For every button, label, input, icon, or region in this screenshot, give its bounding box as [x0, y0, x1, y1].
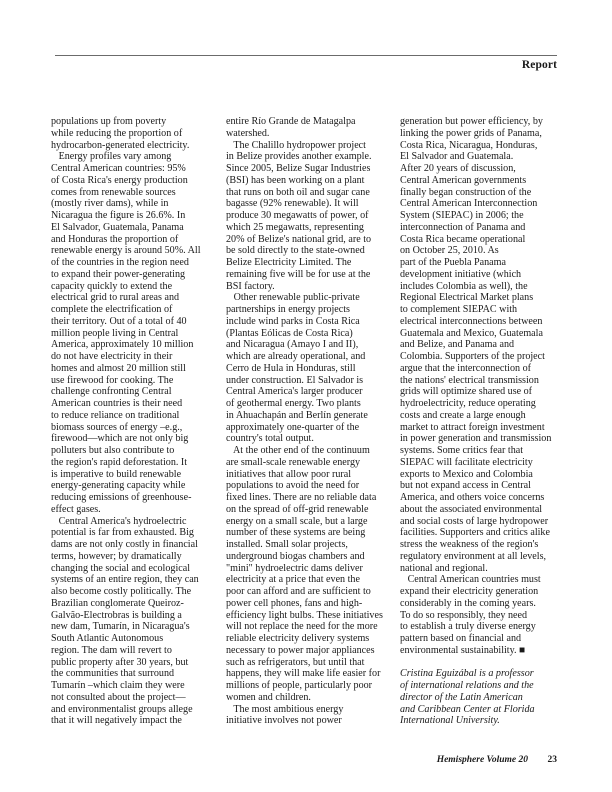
text-line: millions of people, particularly poor [226, 680, 373, 691]
text-line: Colombia. Supporters of the project [400, 351, 545, 362]
text-line: energy on a small scale, but a large [226, 515, 368, 527]
text-line: hydroelectricity, reduce operating [400, 398, 536, 409]
text-line: installed. Small solar projects, [226, 539, 348, 550]
text-line: which are already operational, and [226, 351, 366, 362]
text-line: comes from renewable sources [51, 186, 176, 198]
text-line: 20% of Belize's national grid, are to [226, 233, 372, 245]
text-line: Energy profiles vary among [51, 151, 172, 163]
text-line: bagasse (92% renewable). It will [226, 198, 359, 210]
text-line: on October 25, 2010. As [400, 245, 499, 257]
text-line: Regional Electrical Market plans [400, 292, 534, 304]
text-line: Guatemala and Mexico, Guatemala [400, 327, 543, 339]
text-line: and environmentalist groups allege [51, 703, 193, 715]
text-line: poor can afford and are sufficient to [226, 586, 371, 597]
text-line: in power generation and transmission [400, 433, 552, 445]
footer-publication: Hemisphere Volume 20 [436, 755, 528, 765]
text-line: the nations' electrical transmission [400, 374, 539, 386]
text-line: populations up from poverty [51, 116, 167, 127]
article-column-2 [226, 116, 386, 727]
text-line: exports to Mexico and Colombia [400, 468, 533, 480]
text-line: but not expand access in Central [400, 480, 531, 492]
text-line: will not replace the need for the more [226, 621, 378, 633]
text-line: necessary to power major appliances [226, 644, 375, 656]
text-line: in Belize provides another example. [226, 151, 372, 163]
text-line: generation but power efficiency, by [400, 116, 543, 127]
text-line: while reducing the proportion of [51, 127, 183, 139]
text-line: Costa Rica became operational [400, 233, 526, 245]
article-column-1 [51, 116, 211, 727]
text-line: Central American Interconnection [400, 198, 538, 210]
text-line: happens, they will make life easier for [226, 668, 381, 680]
text-line: homes and almost 20 million still [51, 362, 186, 374]
text-line: firewood—which are not only big [51, 433, 189, 445]
text-line: to reduce reliance on traditional [51, 409, 180, 421]
text-line: energy-generating capacity while [51, 480, 186, 492]
text-line: expand their electricity generation [400, 586, 539, 597]
text-line: region. The dam will revert to [51, 644, 172, 656]
text-line: Central American governments [400, 174, 527, 186]
text-line: country's total output. [226, 433, 314, 445]
author-note-line: Cristina Eguizábal is a professor [400, 668, 534, 680]
text-line: and social costs of large hydropower [400, 515, 549, 527]
text-line: million people living in Central [51, 327, 179, 339]
text-line: initiative involves not power [226, 715, 342, 727]
text-line: the region's rapid deforestation. It [51, 456, 188, 468]
text-line: about the associated environmental [400, 503, 543, 515]
text-line: electricity at a price that even the [226, 574, 360, 586]
text-line: also become costly politically. The [51, 586, 192, 597]
text-line: (mostly river dams), while in [51, 198, 169, 210]
text-line: argue that the interconnection of [400, 362, 531, 374]
text-line: produce 30 megawatts of power, of [226, 210, 369, 221]
text-line: approximately one-quarter of the [226, 421, 360, 433]
text-line: is imperative to build renewable [51, 468, 182, 480]
text-line: hydrocarbon-generated electricity. [51, 139, 190, 151]
text-line: Since 2005, Belize Sugar Industries [226, 163, 371, 174]
text-line: systems of an entire region, they can [51, 574, 199, 586]
text-line: use firewood for cooking. The [51, 374, 174, 386]
text-line: power cell phones, fans and high- [226, 597, 363, 609]
text-line: under construction. El Salvador is [226, 374, 364, 386]
section-label: Report [521, 59, 557, 71]
text-line: to expand their power-generating [51, 268, 186, 280]
text-line: To do so responsibly, they need [400, 609, 528, 621]
text-line: partnerships in energy projects [226, 304, 350, 315]
text-line: initiatives that allow poor rural [226, 468, 352, 480]
text-line: part of the Puebla Panama [400, 257, 506, 268]
text-line: Central America's hydroelectric [51, 515, 187, 527]
text-line: not consulted about the project— [51, 691, 186, 703]
text-line: Nicaragua the figure is 26.6%. In [51, 210, 186, 221]
text-line: are small-scale renewable energy [226, 456, 361, 468]
text-line: that it will negatively impact the [51, 715, 182, 727]
text-line: regulatory environment at all levels, [400, 550, 547, 562]
text-line: interconnection of Panama and [400, 221, 526, 233]
text-line: in Ahuachapán and Berlín generate [226, 409, 368, 421]
text-line: BSI factory. [226, 280, 275, 292]
text-line: El Salvador and Guatemala. [400, 151, 514, 163]
text-line: national and regional. [400, 562, 488, 574]
text-line: number of these systems are being [226, 527, 366, 539]
text-line: do not have electricity in their [51, 351, 173, 362]
text-line: America, approximately 10 million [51, 339, 194, 351]
text-line: South Atlantic Autonomous [51, 633, 164, 644]
text-line: potential is far from exhausted. Big [51, 527, 194, 539]
text-line: that runs on both oil and sugar cane [226, 186, 370, 198]
text-line: costs and create a large enough [400, 409, 526, 421]
text-line: Brazilian conglomerate Queiroz- [51, 597, 184, 609]
text-line: and Nicaragua (Amayo I and II), [226, 339, 359, 351]
author-note-line: of international relations and the [400, 680, 534, 691]
text-line: development initiative (which [400, 268, 522, 280]
text-line: After 20 years of discussion, [400, 163, 516, 174]
text-line: environmental sustainability. ■ [400, 644, 526, 656]
text-line: biomass sources of energy –e.g., [51, 421, 183, 433]
text-line: finally began construction of the [400, 186, 532, 198]
text-line: System (SIEPAC) in 2006; the [400, 210, 524, 221]
text-line: reliable electricity delivery systems [226, 633, 370, 644]
text-line: includes Colombia as well), the [400, 280, 528, 292]
text-line: women and children. [226, 691, 311, 703]
text-line: new dam, Tumarín, in Nicaragua's [51, 621, 190, 633]
text-line: entire Río Grande de Matagalpa [226, 116, 356, 127]
text-line: pattern based on financial and [400, 633, 522, 644]
text-line: considerably in the coming years. [400, 597, 536, 609]
text-line: which 25 megawatts, representing [226, 221, 364, 233]
text-line: Galvão-Electrobras is building a [51, 609, 182, 621]
text-line: underground biogas chambers and [226, 550, 365, 562]
text-line: reducing emissions of greenhouse- [51, 492, 192, 503]
text-line: remaining five will be for use at the [226, 268, 371, 280]
text-line: "mini" hydroelectric dams deliver [226, 562, 363, 574]
text-line: and Honduras the proportion of [51, 233, 179, 245]
text-line: capacity quickly to extend the [51, 280, 173, 292]
text-line: terms, however; by dramatically [51, 550, 182, 562]
text-line: systems. Some critics fear that [400, 445, 524, 456]
text-line: Costa Rica, Nicaragua, Honduras, [400, 139, 538, 151]
text-line: Other renewable public-private [226, 292, 360, 304]
article-column-3 [400, 116, 560, 727]
text-line: facilities. Supporters and critics alike [400, 527, 550, 539]
text-line: complete the electrification of [51, 304, 173, 315]
text-line: watershed. [226, 127, 270, 139]
text-line: El Salvador, Guatemala, Panama [51, 221, 184, 233]
text-line: polluters but also contribute to [51, 445, 175, 456]
text-line: grids will optimize shared use of [400, 386, 533, 398]
text-line: public property after 30 years, but [51, 656, 189, 668]
text-line: Central American countries: 95% [51, 163, 186, 174]
text-line: Belize Electricity Limited. The [226, 257, 352, 268]
text-line: At the other end of the continuum [226, 445, 370, 456]
text-line: Central American countries must [400, 574, 541, 586]
text-line: be sold directly to the state-owned [226, 245, 365, 257]
text-line: changing the social and ecological [51, 562, 191, 574]
text-line: of Costa Rica's energy production [51, 174, 188, 186]
page-number: 23 [547, 755, 557, 765]
text-line: efficiency light bulbs. These initiatives [226, 609, 383, 621]
text-line: (Plantas Eólicas de Costa Rica) [226, 327, 353, 339]
text-line: of the countries in the region need [51, 257, 189, 268]
text-line: to establish a truly diverse energy [400, 621, 536, 633]
text-line: include wind parks in Costa Rica [226, 315, 360, 327]
text-line: SIEPAC will facilitate electricity [400, 456, 533, 468]
text-line: renewable energy is around 50%. All [51, 245, 201, 257]
text-line: The Chalillo hydropower project [226, 139, 366, 151]
text-line: fixed lines. There are no reliable data [226, 492, 377, 503]
text-line: linking the power grids of Panama, [400, 127, 542, 139]
text-line: stress the weakness of the region's [400, 539, 539, 550]
text-line: dams are not only costly in financial [51, 539, 198, 550]
text-line: Cerro de Hula in Honduras, still [226, 362, 356, 374]
text-line: market to attract foreign investment [400, 421, 545, 433]
text-line: their territory. Out of a total of 40 [51, 315, 187, 327]
text-line: Central America's larger producer [226, 386, 363, 398]
text-line: challenge confronting Central [51, 386, 172, 398]
text-line: on the spread of off-grid renewable [226, 503, 369, 515]
author-note-line: and Caribbean Center at Florida [400, 703, 535, 715]
text-line: populations to avoid the need for [226, 480, 360, 492]
author-note-line: International University. [400, 715, 500, 727]
text-line: and Belize, and Panama and [400, 339, 515, 351]
text-line: The most ambitious energy [226, 703, 344, 715]
spacer [400, 657, 560, 669]
header-rule [55, 55, 557, 56]
text-line: effect gases. [51, 503, 101, 515]
text-line: the communities that surround [51, 668, 175, 680]
text-line: American countries is their need [51, 398, 183, 409]
text-line: electrical grid to rural areas and [51, 292, 180, 304]
text-line: such as refrigerators, but until that [226, 656, 365, 668]
text-line: America, and others voice concerns [400, 492, 545, 503]
text-line: (BSI) has been working on a plant [226, 174, 365, 186]
text-line: electrical interconnections between [400, 315, 543, 327]
text-line: to complement SIEPAC with [400, 304, 518, 315]
text-line: Tumarín –which claim they were [51, 680, 185, 691]
text-line: of geothermal energy. Two plants [226, 398, 361, 409]
author-note-line: director of the Latin American [400, 691, 523, 703]
